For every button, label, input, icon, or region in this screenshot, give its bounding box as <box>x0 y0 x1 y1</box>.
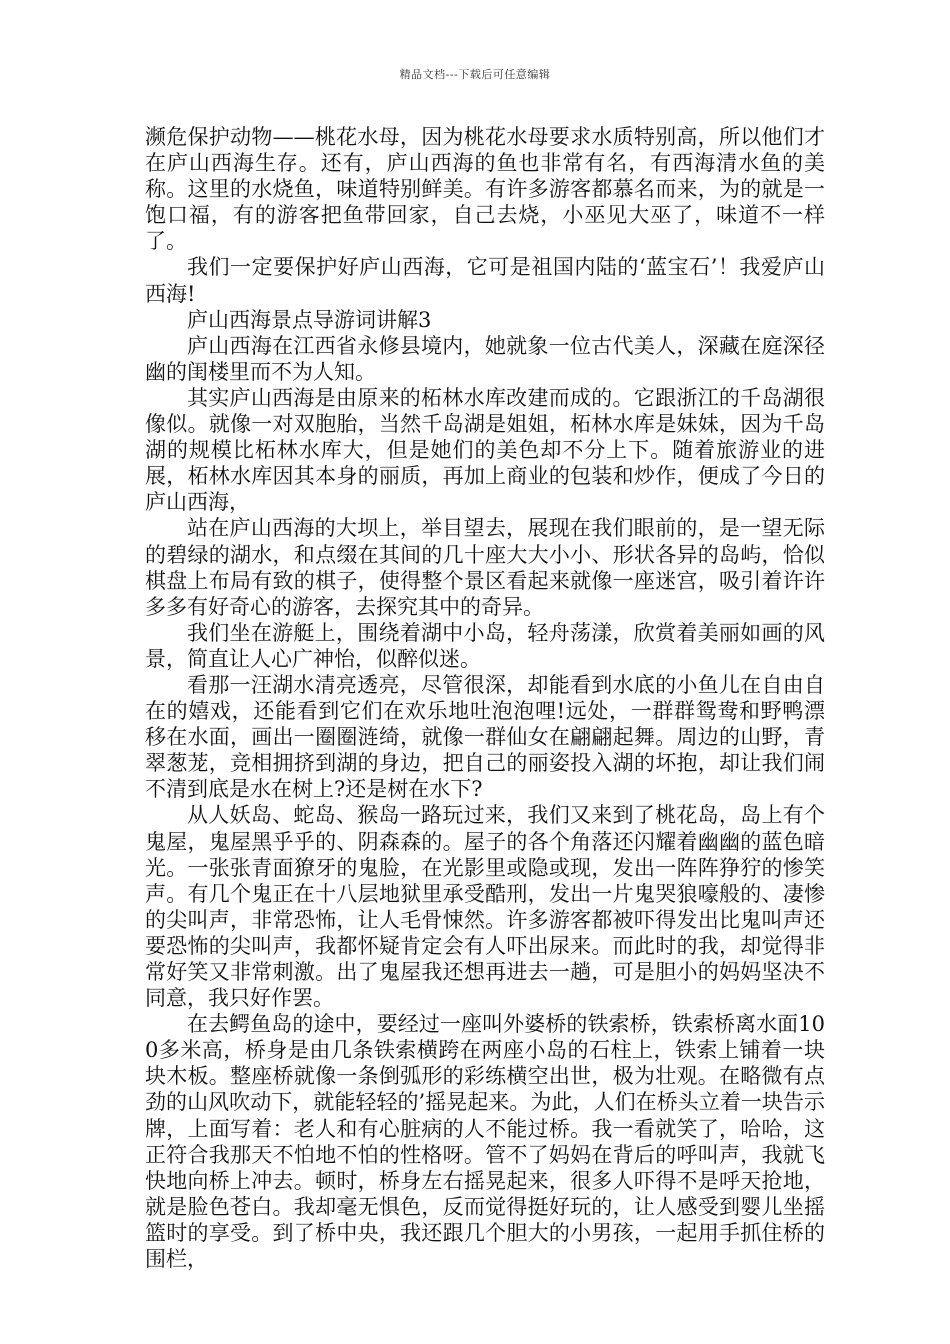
paragraph-2: 我们一定要保护好庐山西海，它可是祖国内陆的‘蓝宝石’！我爱庐山西海! <box>145 255 825 306</box>
paragraph-8: 从人妖岛、蛇岛、猴岛一路玩过来，我们又来到了桃花岛，岛上有个鬼屋，鬼屋黑乎乎的、阴森森的。屋子的各个角落还闪耀着幽幽的蓝色暗光。一张张青面獠牙的鬼脸，在光影里或隐或现，发出一阵阵狰狞的惨笑声。有几个鬼正在十八层地狱里承受酷刑，发出一片鬼哭狼嚎般的、凄惨的尖叫声，非常恐怖，让人毛骨悚然。许多游客都被吓得发出比鬼叫声还要恐怖的尖叫声，我都怀疑肯定会有人吓出尿来。而此时的我，却觉得非常好笑又非常刺激。出了鬼屋我还想再进去一趟，可是胆小的妈妈坚决不同意，我只好作罢。 <box>145 803 825 1011</box>
document-body <box>145 124 825 1272</box>
paragraph-7: 看那一汪湖水清亮透亮，尽管很深，却能看到水底的小鱼儿在自由自在的嬉戏，还能看到它们在欢乐地吐泡泡哩!远处，一群群鸳鸯和野鸭漂移在水面，画出一圈圈涟绮，就像一群仙女在翩翩起舞。周边的山野，青翠葱茏，竞相拥挤到湖的身边，把自己的丽姿投入湖的坏抱，却让我们闹不清到底是水在树上?还是树在水下? <box>145 672 825 802</box>
page-header: 精品文档---下载后可任意编辑 <box>399 68 551 81</box>
paragraph-9: 在去鳄鱼岛的途中，要经过一座叫外婆桥的铁索桥，铁索桥离水面100多米高，桥身是由几条铁索横跨在两座小岛的石柱上，铁索上铺着一块块木板。整座桥就像一条倒弧形的彩练横空出世，极为壮观。在略微有点劲的山风吹动下，就能轻轻的’摇晃起来。为此，人们在桥头立着一块告示牌，上面写着：老人和有心脏病的人不能过桥。我一看就笑了，哈哈，这正符合我那天不怕地不怕的性格呀。管不了妈妈在背后的呼叫声，我就飞快地向桥上冲去。顿时，桥身左右摇晃起来，很多人吓得不是呼天抢地，就是脸色苍白。我却毫无惧色，反而觉得挺好玩的，让人感受到婴儿坐摇篮时的享受。到了桥中央，我还跟几个胆大的小男孩，一起用手抓住桥的围栏， <box>145 1012 825 1272</box>
paragraph-6: 我们坐在游艇上，围绕着湖中小岛，轻舟荡漾，欣赏着美丽如画的风景，简直让人心广神怡，似醉似迷。 <box>145 620 825 671</box>
paragraph-3: 庐山西海在江西省永修县境内，她就象一位古代美人，深藏在庭深径幽的闺楼里而不为人知。 <box>145 333 825 384</box>
paragraph-1: 濒危保护动物——桃花水母，因为桃花水母要求水质特别高，所以他们才在庐山西海生存。还有，庐山西海的鱼也非常有名，有西海清水鱼的美称。这里的水烧鱼，味道特别鲜美。有许多游客都慕名而来，为的就是一饱口福，有的游客把鱼带回家，自己去烧，小巫见大巫了，味道不一样了。 <box>145 125 825 254</box>
paragraph-5: 站在庐山西海的大坝上，举目望去，展现在我们眼前的，是一望无际的碧绿的湖水，和点缀在其间的几十座大大小小、形状各异的岛屿，恰似棋盘上布局有致的棋子，使得整个景区看起来就像一座迷宫，吸引着许许多多有好奇心的游客，去探究其中的奇异。 <box>145 516 825 619</box>
section-heading: 庐山西海景点导游词讲解3 <box>187 307 432 332</box>
paragraph-4: 其实庐山西海是由原来的柘林水库改建而成的。它跟浙江的千岛湖很像似。就像一对双胞胎，当然千岛湖是姐姐，柘林水库是妹妹，因为千岛湖的规模比柘林水库大，但是她们的美色却不分上下。随着旅游业的进展，柘林水库因其本身的丽质，再加上商业的包装和炒作，便成了今日的庐山西海， <box>145 385 825 515</box>
